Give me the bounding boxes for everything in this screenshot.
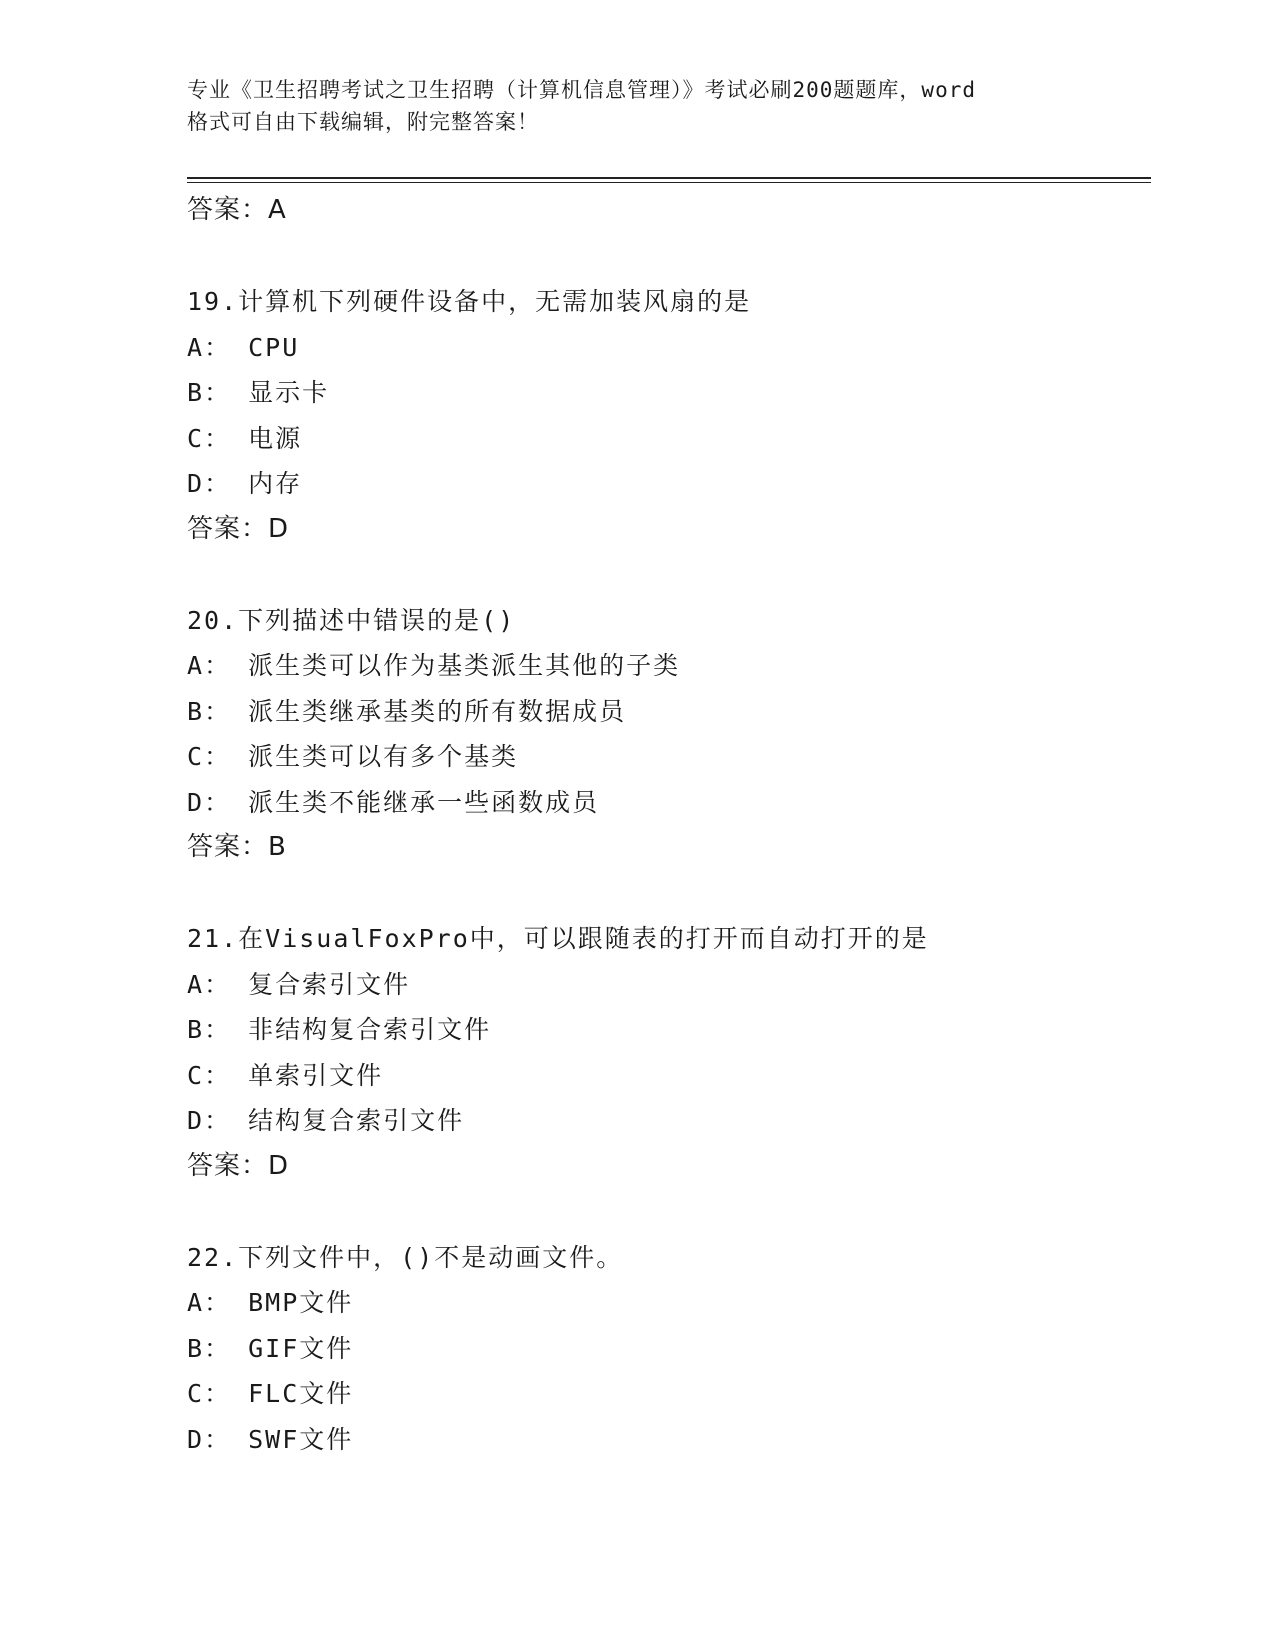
option-c: C： 单索引文件 [187,1060,384,1090]
option-c: C： 电源 [187,423,303,453]
answer-label: 答案： [187,832,269,862]
answer-label: 答案： [187,1150,269,1181]
question-number: 20. [187,605,239,635]
option-text: FLC文件 [248,1379,354,1408]
answer-label: 答案： [187,513,269,544]
option-b: B： 派生类继承基类的所有数据成员 [187,696,627,726]
question-number: 21. [187,924,239,953]
option-b: B： GIF文件 [187,1333,354,1363]
option-text: 复合索引文件 [248,969,411,999]
option-d: D： 派生类不能继承一些函数成员 [187,787,600,817]
answer-value: D [268,1150,290,1181]
document-header [187,74,1087,138]
question-number: 22. [187,1242,239,1272]
question-text: 计算机下列硬件设备中，无需加装风扇的是 [238,287,752,316]
option-b: B： 显示卡 [187,378,330,407]
header-rule-thick [187,177,1151,179]
question-title [187,916,1147,962]
answer-value: D [268,513,290,544]
header-rule-thin [187,182,1151,183]
option-c: C： FLC文件 [187,1379,354,1408]
question-content [187,188,1147,1462]
option-a: A： 复合索引文件 [187,969,411,999]
option-text: SWF文件 [248,1424,354,1454]
option-text: 非结构复合索引文件 [248,1015,492,1044]
question-text: 在VisualFoxPro中，可以跟随表的打开而自动打开的是 [238,924,929,953]
answer-value: B [268,832,287,862]
answer-label: 答案： [187,195,269,225]
option-text: 单索引文件 [248,1060,384,1090]
question-number: 19. [187,287,239,316]
question-title [187,279,1147,325]
question-answer [187,825,1147,871]
question-block [187,598,1147,871]
question-title [187,598,1147,644]
option-text: BMP文件 [248,1288,354,1317]
option-d: D： 内存 [187,469,303,498]
question-block [187,916,1147,1189]
question-block [187,1235,1147,1463]
header-line-1: 专业《卫生招聘考试之卫生招聘（计算机信息管理）》考试必刷200题题库，word [187,78,976,102]
question-text: 下列文件中，()不是动画文件。 [238,1242,624,1272]
option-text: GIF文件 [248,1333,354,1363]
answer-value: A [268,195,287,225]
option-d: D： SWF文件 [187,1424,354,1454]
previous-answer [187,188,1147,234]
option-c: C： 派生类可以有多个基类 [187,742,519,771]
question-answer [187,507,1147,553]
option-a: A： CPU [187,332,300,362]
option-text: 派生类可以有多个基类 [248,742,519,771]
option-text: 派生类可以作为基类派生其他的子类 [248,651,681,680]
option-d: D： 结构复合索引文件 [187,1106,465,1135]
question-text: 下列描述中错误的是() [238,605,516,635]
question-answer [187,1144,1147,1190]
option-text: 显示卡 [248,378,330,407]
option-text: CPU [248,332,300,362]
option-b: B： 非结构复合索引文件 [187,1015,492,1044]
option-text: 结构复合索引文件 [248,1106,465,1135]
question-block [187,279,1147,552]
question-title [187,1235,1147,1281]
option-text: 派生类继承基类的所有数据成员 [248,696,627,726]
option-a: A： 派生类可以作为基类派生其他的子类 [187,651,681,680]
option-a: A： BMP文件 [187,1288,354,1317]
option-text: 电源 [248,423,303,453]
option-text: 派生类不能继承一些函数成员 [248,787,600,817]
option-text: 内存 [248,469,303,498]
header-line-2: 格式可自由下载编辑，附完整答案！ [187,110,539,134]
